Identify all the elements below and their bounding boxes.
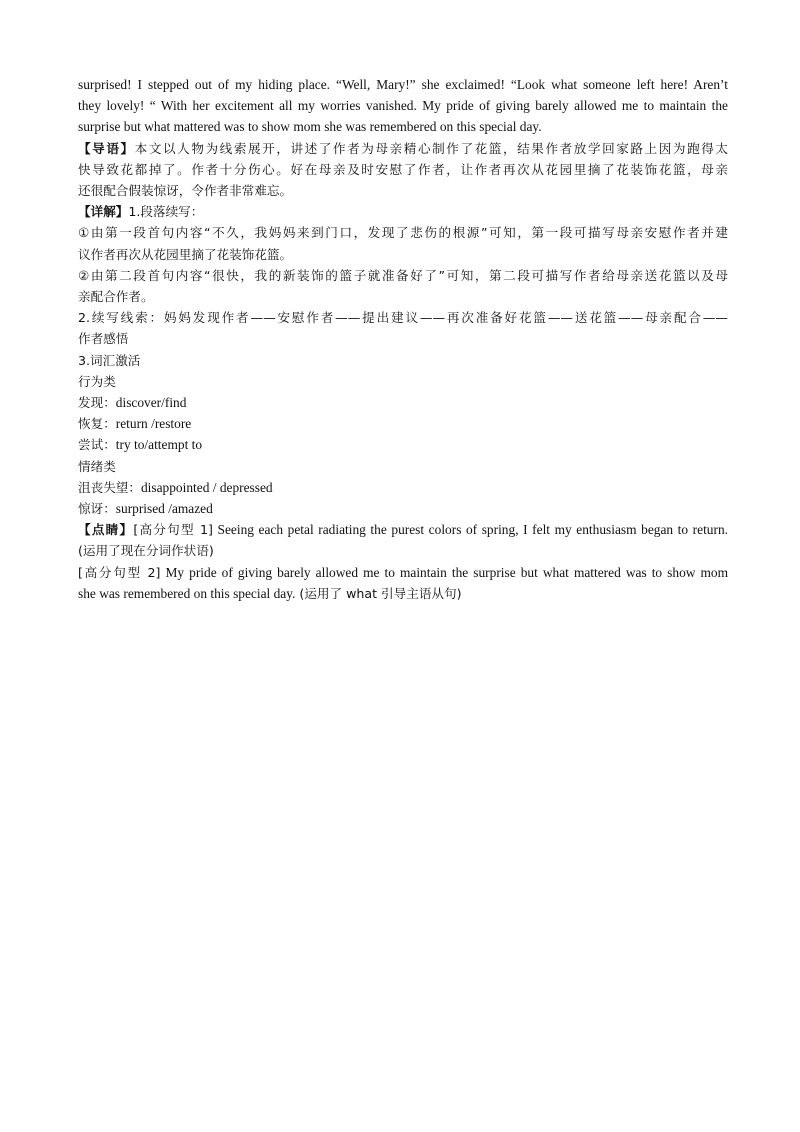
vocab-label: 沮丧失望： — [78, 479, 141, 495]
vocab-label: 恢复： — [78, 416, 116, 432]
vocab-label: 发现： — [78, 395, 116, 411]
vocab-label: 尝试： — [78, 437, 116, 453]
detail-clue-line-1: 2.续写线索：妈妈发现作者——安慰作者——提出建议——再次准备好花篮——送花篮——母亲配合—— — [78, 310, 728, 326]
sentence1-note: (运用了现在分词作状语) — [78, 543, 214, 559]
detail-tag: 【详解】 — [78, 204, 129, 220]
comment-line-4 — [78, 583, 728, 604]
vocab-item — [78, 434, 728, 455]
sentence2-text: My pride of giving barely allowed me to maintain the surprise but what mattered was to show mom — [160, 564, 729, 580]
sentence1-text: Seeing each petal radiating the purest colors of spring, I felt my enthusiasm began to return. — [212, 522, 728, 538]
comment-line-1 — [78, 519, 728, 540]
vocab-item — [78, 498, 728, 519]
emotion-category: 情绪类 — [78, 458, 116, 474]
document-page — [78, 74, 728, 604]
vocab-value: discover/find — [115, 395, 187, 411]
detail-title-line — [78, 201, 728, 222]
vocab-value: surprised /amazed — [115, 501, 213, 517]
vocab-title: 3.词汇激活 — [78, 352, 141, 368]
guide-tag: 【导语】 — [78, 140, 135, 156]
detail-item1-line-2: 议作者再次从花园里摘了花装饰花篮。 — [78, 246, 293, 262]
vocab-label: 惊讶： — [78, 501, 116, 517]
passage-line-2: they lovely! “ With her excitement all my worries vanished. My pride of giving barely allowed me to maintain the — [78, 98, 728, 114]
guide-line-3: 还很配合假装惊讶，令作者非常难忘。 — [78, 183, 293, 199]
vocab-value: disappointed / depressed — [140, 479, 273, 495]
detail-title: 1.段落续写： — [128, 204, 204, 220]
guide-text-1: 本文以人物为线索展开，讲述了作者为母亲精心制作了花篮，结果作者放学回家路上因为跑得太 — [134, 140, 729, 156]
vocab-item — [78, 413, 728, 434]
guide-line-2: 快导致花都掉了。作者十分伤心。好在母亲及时安慰了作者，让作者再次从花园里摘了花装饰花篮，母亲 — [78, 161, 728, 177]
vocab-value: try to/attempt to — [115, 437, 203, 453]
vocab-value: return /restore — [115, 416, 192, 432]
sentence1-label: [高分句型 1] — [133, 522, 213, 538]
sentence2-text-cont: she was remembered on this special day. — [78, 585, 296, 601]
vocab-item — [78, 392, 728, 413]
detail-item2-line-1: ②由第二段首句内容“很快，我的新装饰的篮子就准备好了”可知，第二段可描写作者给母亲送花篮以及母 — [78, 267, 728, 283]
detail-item1-line-1: ①由第一段首句内容“不久，我妈妈来到门口，发现了悲伤的根源”可知，第一段可描写母亲安慰作者并建 — [78, 225, 728, 241]
detail-item2-line-2: 亲配合作者。 — [78, 289, 154, 305]
sentence2-label: [高分句型 2] — [78, 564, 161, 580]
sentence2-note: (运用了 what 引导主语从句) — [295, 585, 462, 601]
action-category: 行为类 — [78, 373, 116, 389]
passage-line-1: surprised! I stepped out of my hiding place. “Well, Mary!” she exclaimed! “Look what someone left here! Aren’t — [78, 77, 728, 92]
comment-tag: 【点睛】 — [78, 522, 134, 538]
detail-clue-line-2: 作者感悟 — [78, 331, 129, 347]
passage-line-3: surprise but what mattered was to show mom she was remembered on this special day. — [78, 119, 542, 135]
vocab-item — [78, 477, 728, 498]
comment-line-3 — [78, 562, 728, 583]
guide-line-1 — [78, 138, 728, 159]
